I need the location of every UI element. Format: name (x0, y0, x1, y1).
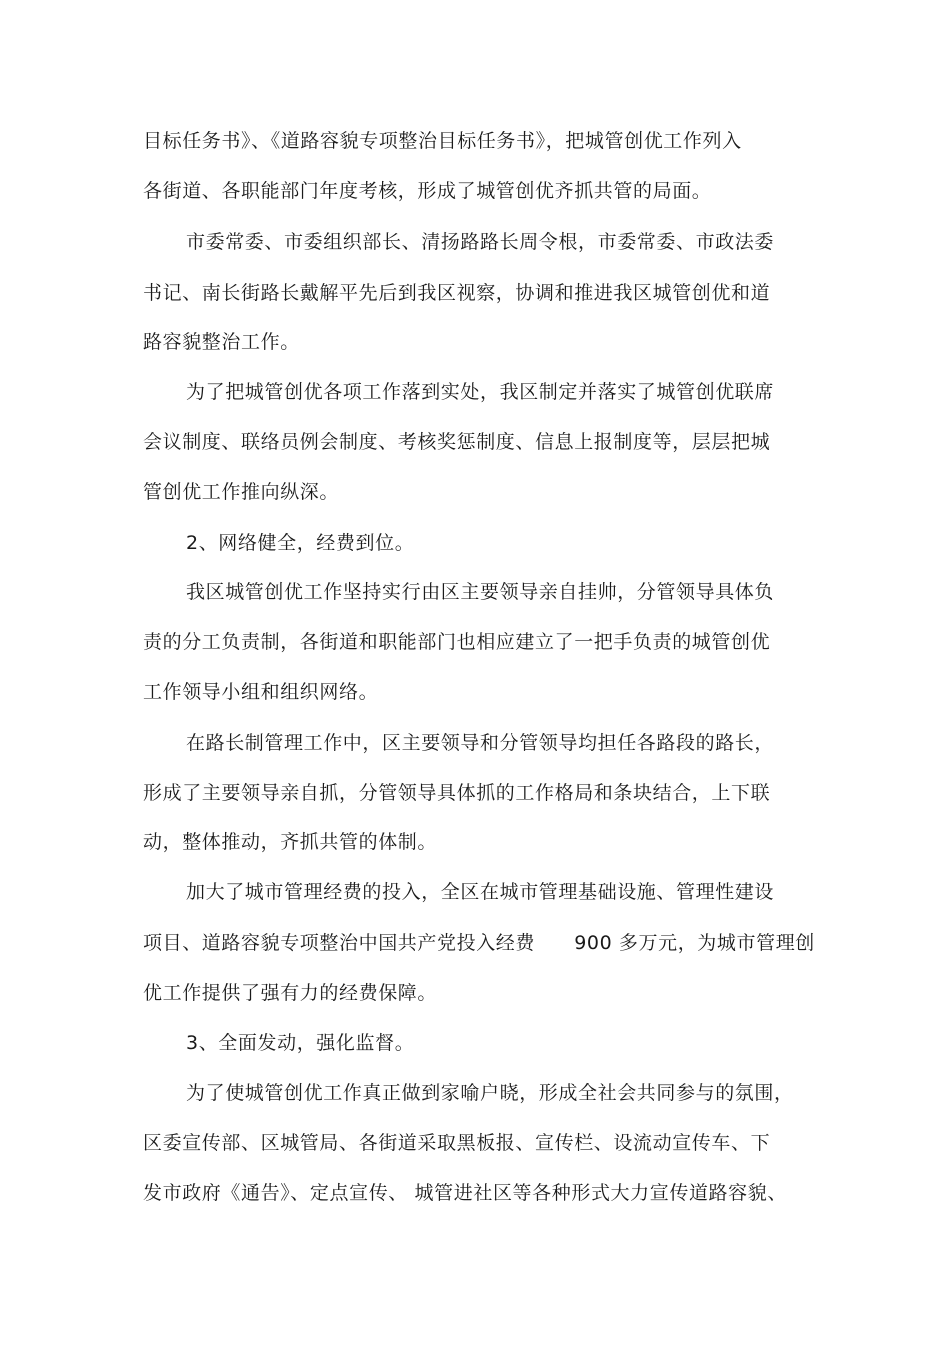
paragraph-start-line: 为了把城管创优各项工作落到实处，我区制定并落实了城管创优联席 (186, 381, 775, 403)
text-line: 书记、南长街路长戴解平先后到我区视察，协调和推进我区城管创优和道 (143, 282, 771, 304)
text-line: 路容貌整治工作。 (143, 331, 300, 353)
text-line: 优工作提供了强有力的经费保障。 (143, 982, 438, 1004)
paragraph-start-line: 市委常委、市委组织部长、清扬路路长周令根，市委常委、市政法委 (186, 231, 775, 253)
text-line: 形成了主要领导亲自抓，分管领导具体抓的工作格局和条块结合，上下联 (143, 782, 771, 804)
text-line: 区委宣传部、区城管局、各街道采取黑板报、宣传栏、设流动宣传车、下 (143, 1132, 771, 1154)
text-line: 责的分工负责制，各街道和职能部门也相应建立了一把手负责的城管创优 (143, 631, 771, 653)
text-line: 各街道、各职能部门年度考核，形成了城管创优齐抓共管的局面。 (143, 180, 712, 202)
text-line: 项目、道路容貌专项整治中国共产党投入经费 900 多万元，为城市管理创 (143, 932, 815, 954)
paragraph-start-line: 为了使城管创优工作真正做到家喻户晓，形成全社会共同参与的氛围， (186, 1082, 794, 1104)
section-heading: 3、全面发动，强化监督。 (186, 1032, 415, 1054)
text-line: 工作领导小组和组织网络。 (143, 681, 379, 703)
section-heading: 2、网络健全，经费到位。 (186, 532, 415, 554)
text-line: 动，整体推动，齐抓共管的体制。 (143, 831, 438, 853)
paragraph-start-line: 在路长制管理工作中，区主要领导和分管领导均担任各路段的路长， (186, 732, 775, 754)
paragraph-start-line: 我区城管创优工作坚持实行由区主要领导亲自挂帅，分管领导具体负 (186, 581, 775, 603)
text-line: 发市政府《通告》、定点宣传、 城管进社区等各种形式大力宣传道路容貌、 (143, 1182, 787, 1204)
text-line: 目标任务书》、《道路容貌专项整治目标任务书》，把城管创优工作列入 (143, 130, 742, 152)
paragraph-start-line: 加大了城市管理经费的投入，全区在城市管理基础设施、管理性建设 (186, 881, 775, 903)
text-line: 会议制度、联络员例会制度、考核奖惩制度、信息上报制度等，层层把城 (143, 431, 771, 453)
text-line: 管创优工作推向纵深。 (143, 481, 340, 503)
